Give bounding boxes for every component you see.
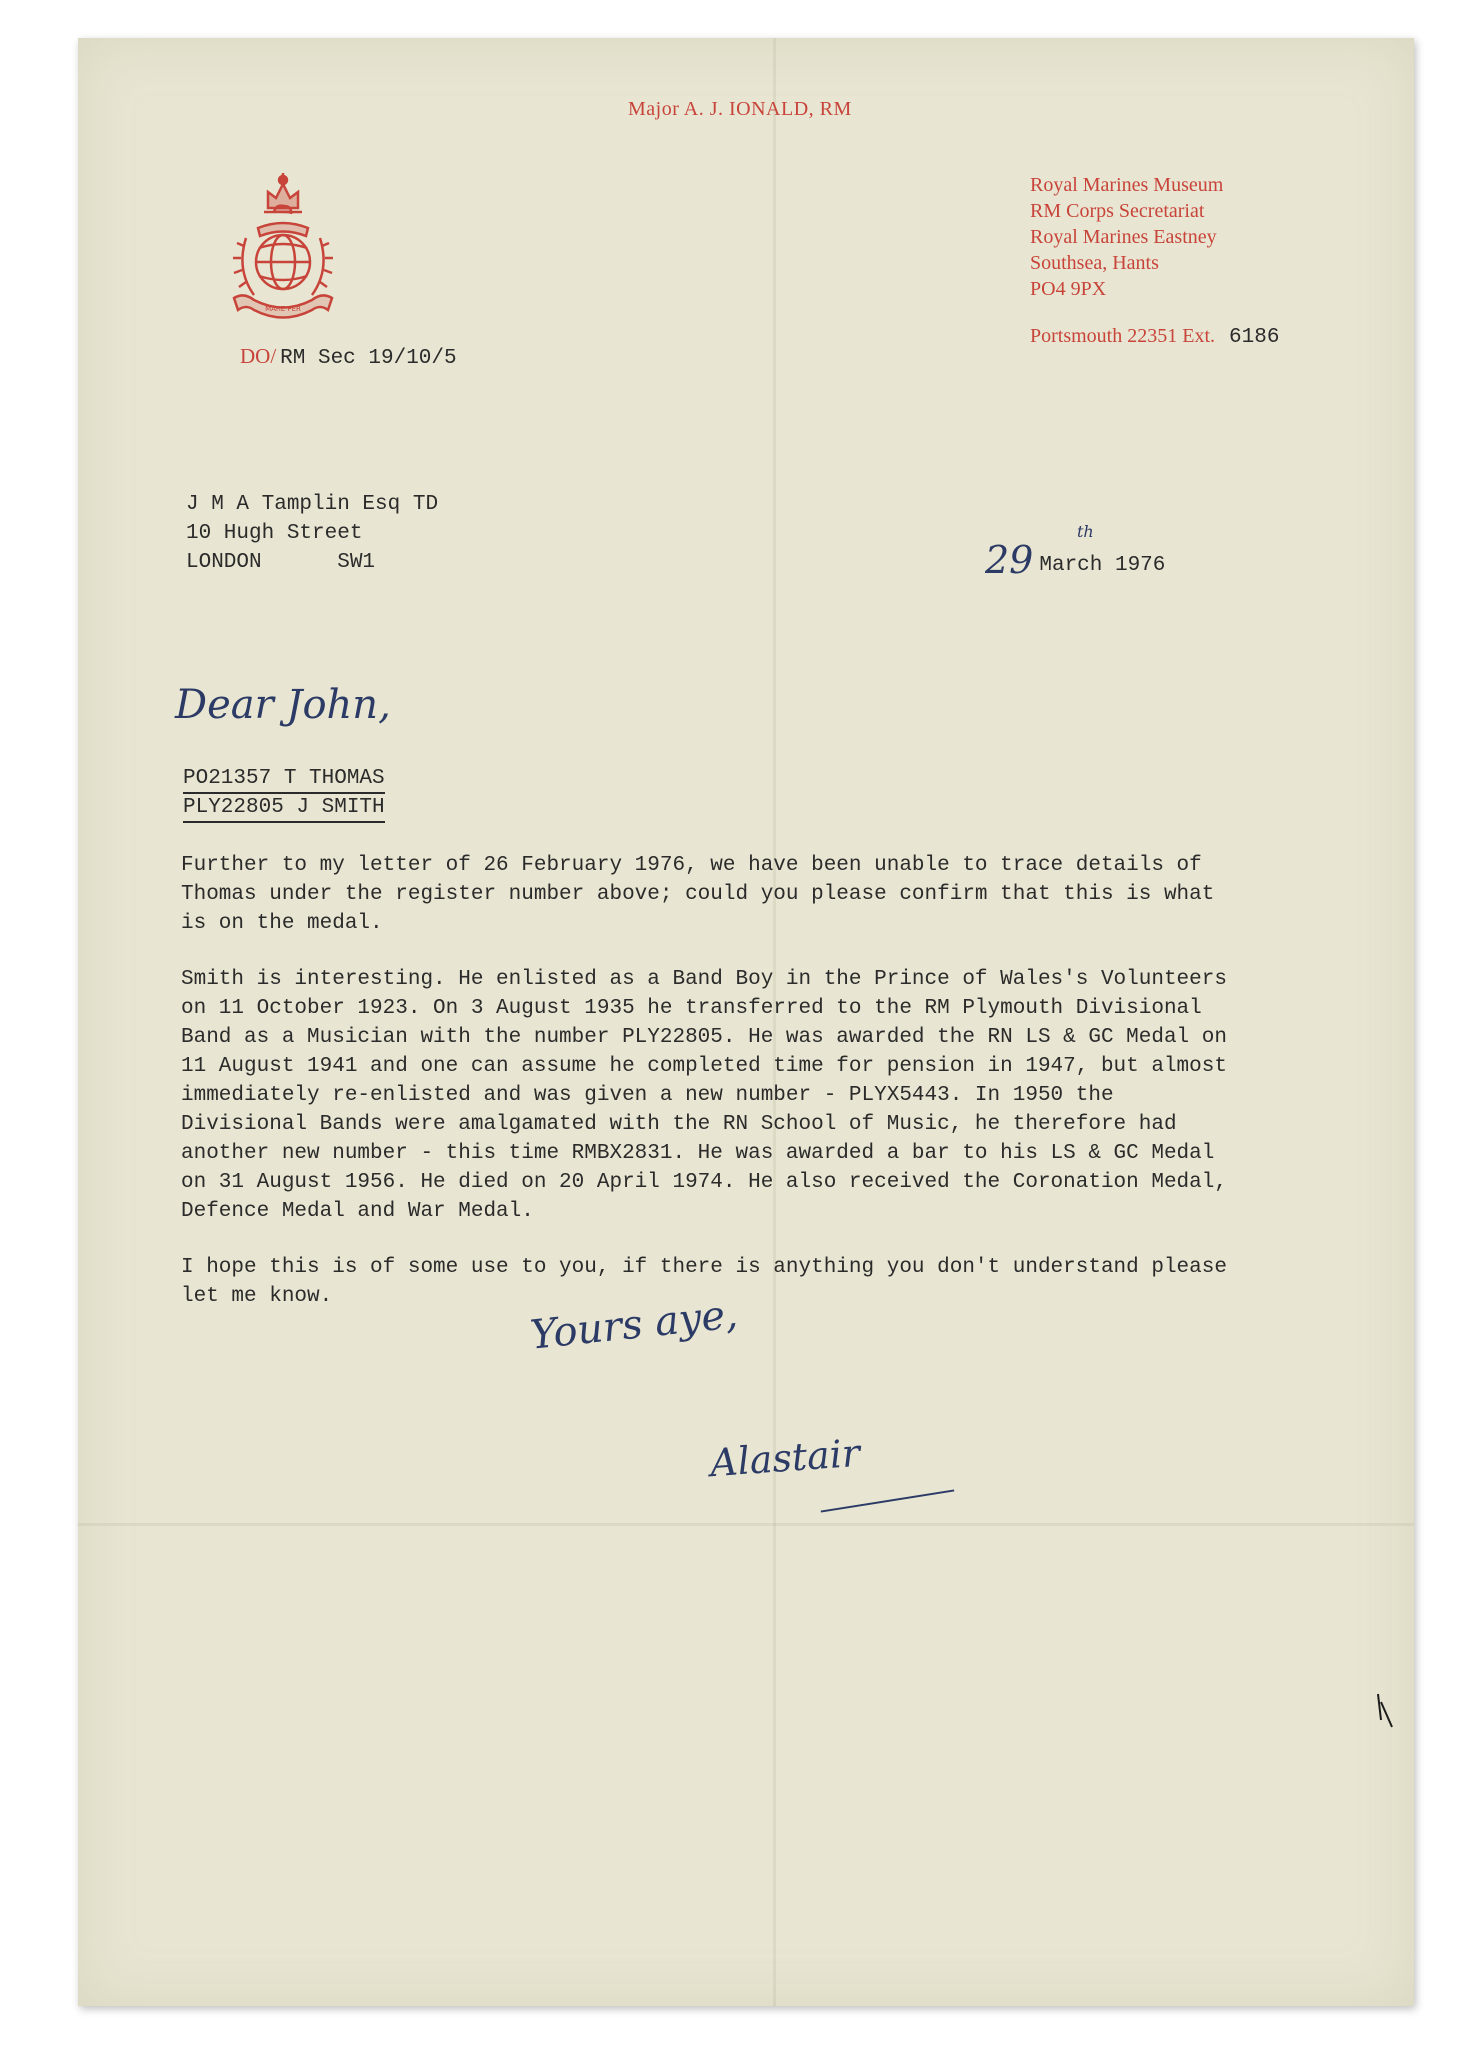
letterhead-name: Major A. J. IONALD, RM <box>628 98 852 120</box>
subject-line: PO21357 T THOMAS <box>183 765 385 794</box>
recipient-line: J M A Tamplin Esq TD <box>186 493 439 516</box>
address-line: PO4 9PX <box>1030 278 1107 300</box>
date-handwritten-day: 29 <box>985 538 1034 582</box>
subject-block <box>183 765 385 823</box>
signature: Alastair <box>708 1430 862 1486</box>
letter-body <box>181 851 1361 1338</box>
subject-line: PLY22805 J SMITH <box>183 794 385 823</box>
address-line: Southsea, Hants <box>1030 252 1159 274</box>
horizontal-fold-crease <box>78 1523 1414 1526</box>
crest-motto: MARE PER <box>265 305 301 313</box>
date-handwritten-suffix: th <box>1077 522 1094 541</box>
recipient-address <box>186 490 438 577</box>
address-line: Royal Marines Eastney <box>1030 226 1217 248</box>
date-typed: March 1976 <box>1039 554 1166 577</box>
recipient-line: LONDON SW1 <box>186 551 376 574</box>
phone-label: Portsmouth 22351 Ext. <box>1030 325 1216 347</box>
reference-typed: RM Sec 19/10/5 <box>280 347 457 370</box>
reference-number <box>240 344 457 373</box>
address-line: RM Corps Secretariat <box>1030 200 1205 222</box>
margin-pen-mark-icon <box>1375 1690 1395 1730</box>
royal-marines-crest-icon <box>224 170 342 325</box>
sender-address <box>1030 172 1223 302</box>
body-paragraph: Smith is interesting. He enlisted as a Band Boy in the Prince of Wales's Volunteers on 11 October 1923. On 3 August 1935 he transferred to the RM Plymouth Divisional Band as a Musician with the number PLY22805. He was awarded the RN LS & GC Medal on 11 August 1941 and one can assume he completed time for pension in 1947, but almost immediately re-enlisted and was given a new number - PLYX5443. In 1950 the Divisional Bands were amalgamated with the RN School of Music, he therefore had another new number - this time RMBX2831. He was awarded a bar to his LS & GC Medal on 31 August 1956. He died on 20 April 1974. He also received the Coronation Medal, Defence Medal and War Medal. <box>181 968 1227 1223</box>
letter-date <box>985 522 1166 582</box>
address-line: Royal Marines Museum <box>1030 174 1224 196</box>
recipient-line: 10 Hugh Street <box>186 522 363 545</box>
body-paragraph: I hope this is of some use to you, if there is anything you don't understand please let me know. <box>181 1256 1227 1308</box>
phone-line <box>1030 323 1279 352</box>
body-paragraph: Further to my letter of 26 February 1976, we have been unable to trace details of Thomas under the register number above; could you please confirm that this is what is on the medal. <box>181 854 1215 935</box>
salutation: Dear John, <box>175 682 391 728</box>
closing: Yours aye, <box>528 1291 740 1359</box>
reference-prefix: DO/ <box>240 344 277 368</box>
phone-extension: 6186 <box>1229 326 1280 349</box>
